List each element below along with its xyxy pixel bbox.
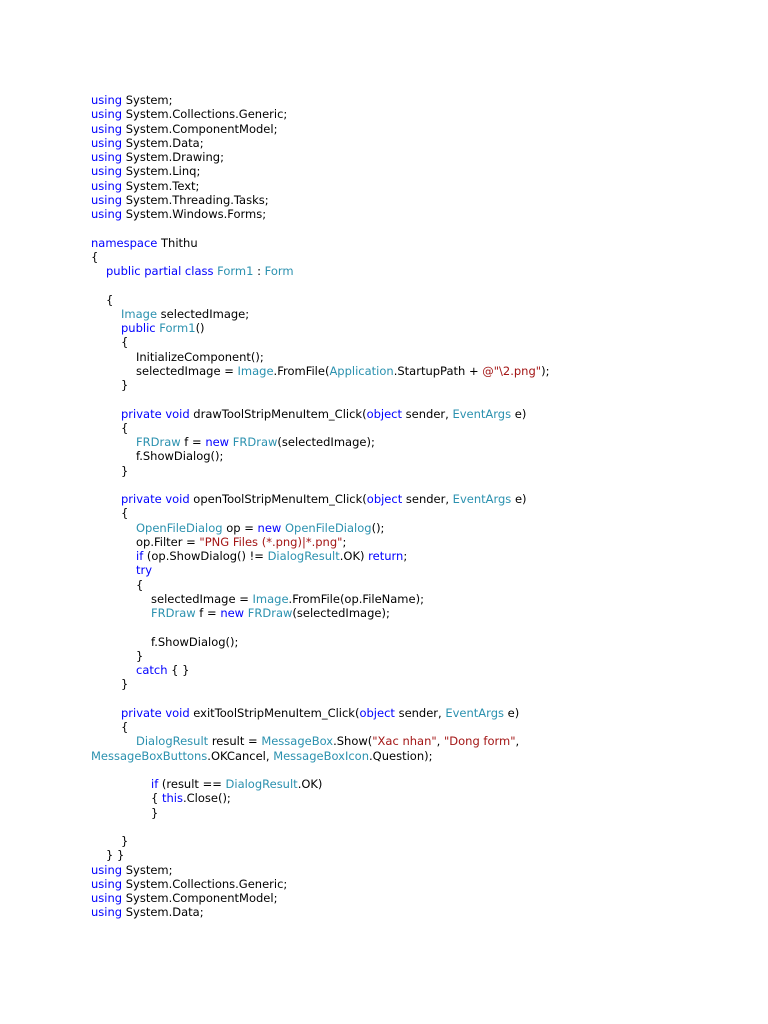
keyword-token: private void: [121, 492, 190, 506]
code-token: }: [121, 677, 129, 692]
code-token: selectedImage =: [151, 591, 253, 606]
keyword-token: using: [91, 876, 123, 891]
code-line: [91, 563, 741, 577]
code-line: [91, 806, 741, 820]
code-token: drawToolStripMenuItem_Click(: [189, 406, 367, 421]
blank-line: [91, 478, 741, 492]
code-line: [91, 107, 741, 121]
code-token: System.ComponentModel;: [122, 891, 278, 905]
keyword-token: using: [91, 93, 123, 107]
code-token: e): [504, 705, 520, 720]
code-line: [91, 606, 741, 620]
blank-line: [91, 392, 741, 406]
code-line: [91, 535, 741, 549]
code-token: { }: [167, 663, 190, 677]
code-token: {: [121, 720, 129, 734]
code-token: );: [541, 363, 550, 378]
code-token: sender,: [394, 705, 446, 720]
type-token: Form1: [159, 321, 196, 335]
code-token: System.Linq;: [122, 164, 201, 179]
code-token: f.ShowDialog();: [151, 634, 239, 649]
code-line: [91, 749, 741, 763]
code-token: f.ShowDialog();: [136, 449, 224, 464]
code-line: [91, 720, 741, 734]
type-token: Form1: [217, 264, 254, 278]
code-token: System;: [122, 93, 173, 107]
keyword-token: object: [366, 406, 403, 421]
code-line: [91, 136, 741, 150]
code-line: [91, 635, 741, 649]
code-line: [91, 834, 741, 848]
code-token: System;: [122, 862, 173, 877]
code-token: }: [136, 648, 144, 663]
code-line: [91, 905, 741, 919]
code-token: selectedImage =: [136, 363, 238, 378]
blank-line: [91, 620, 741, 634]
code-token: ();: [371, 520, 385, 535]
code-token: }: [151, 805, 159, 820]
code-token: (op.ShowDialog() !=: [143, 549, 268, 563]
code-token: {: [136, 577, 144, 592]
keyword-token: new: [220, 606, 245, 620]
type-token: FRDraw: [136, 435, 181, 449]
code-line: [91, 236, 741, 250]
code-line: [91, 506, 741, 520]
string-token: "Xac nhan": [372, 734, 437, 749]
type-token: EventArgs: [452, 406, 512, 421]
code-line: [91, 848, 741, 862]
type-token: FRDraw: [247, 606, 293, 620]
keyword-token: if: [151, 777, 159, 791]
keyword-token: using: [91, 150, 123, 164]
code-listing: [91, 93, 741, 920]
string-token: @"\2.png": [482, 363, 542, 378]
code-line: [91, 877, 741, 891]
keyword-token: if: [136, 549, 144, 563]
type-token: EventArgs: [452, 492, 512, 506]
code-token: .Show(: [333, 734, 373, 749]
keyword-token: return: [368, 549, 404, 563]
code-token: .Close();: [182, 791, 231, 806]
keyword-token: new: [205, 435, 230, 449]
code-line: [91, 492, 741, 506]
code-line: [91, 435, 741, 449]
type-token: FRDraw: [151, 606, 196, 620]
code-token: e): [511, 406, 527, 421]
type-token: Image: [252, 591, 289, 606]
code-line: [91, 407, 741, 421]
code-token: openToolStripMenuItem_Click(: [189, 492, 367, 506]
code-token: } }: [106, 848, 125, 863]
code-token: .OK): [297, 777, 323, 791]
code-token: .OK): [339, 549, 369, 563]
code-token: }: [121, 463, 129, 478]
type-token: OpenFileDialog: [284, 520, 372, 535]
code-line: [91, 464, 741, 478]
code-line: [91, 378, 741, 392]
code-token: InitializeComponent();: [136, 349, 264, 364]
keyword-token: using: [91, 207, 123, 221]
code-line: [91, 863, 741, 877]
keyword-token: new: [257, 520, 282, 535]
keyword-token: namespace: [91, 235, 158, 250]
code-token: (result ==: [158, 777, 226, 791]
code-token: ,: [436, 734, 444, 749]
keyword-token: using: [91, 891, 123, 905]
code-token: System.Threading.Tasks;: [122, 192, 269, 207]
code-line: [91, 706, 741, 720]
type-token: Image: [121, 306, 158, 321]
code-token: .FromFile(op.FileName);: [288, 591, 424, 606]
string-token: "Dong form": [443, 734, 516, 749]
code-token: System.Text;: [122, 178, 200, 193]
type-token: OpenFileDialog: [136, 520, 223, 535]
code-line: [91, 207, 741, 221]
keyword-token: using: [91, 192, 123, 207]
type-token: FRDraw: [232, 435, 278, 449]
type-token: Form: [264, 264, 294, 278]
keyword-token: object: [359, 705, 395, 720]
code-token: selectedImage;: [157, 306, 250, 321]
code-token: op.Filter =: [136, 534, 200, 549]
code-line: [91, 364, 741, 378]
keyword-token: object: [366, 492, 403, 506]
code-token: .OKCancel,: [207, 748, 274, 763]
code-token: .Question);: [369, 748, 433, 763]
code-line: [91, 293, 741, 307]
code-token: System.Data;: [122, 135, 204, 150]
code-token: f =: [195, 606, 221, 620]
keyword-token: private void: [121, 705, 190, 720]
keyword-token: using: [91, 178, 123, 193]
blank-line: [91, 221, 741, 235]
type-token: MessageBoxIcon: [273, 748, 370, 763]
blank-line: [91, 763, 741, 777]
code-token: System.Drawing;: [122, 150, 224, 164]
type-token: EventArgs: [445, 705, 504, 720]
code-token: {: [121, 506, 129, 521]
code-line: [91, 663, 741, 677]
keyword-token: private void: [121, 406, 190, 421]
code-token: ;: [342, 534, 347, 549]
code-token: System.Collections.Generic;: [122, 876, 288, 891]
code-token: :: [253, 264, 265, 278]
keyword-token: using: [91, 164, 123, 179]
code-token: sender,: [402, 492, 453, 506]
code-token: .StartupPath +: [393, 363, 483, 378]
code-token: op =: [222, 520, 258, 535]
code-line: [91, 321, 741, 335]
code-token: (selectedImage);: [277, 435, 375, 449]
code-line: [91, 449, 741, 463]
blank-line: [91, 278, 741, 292]
code-line: [91, 649, 741, 663]
code-line: [91, 150, 741, 164]
type-token: DialogResult: [136, 734, 209, 749]
code-token: {: [151, 791, 162, 806]
code-line: [91, 592, 741, 606]
code-token: {: [91, 249, 99, 264]
code-line: [91, 578, 741, 592]
keyword-token: this: [161, 791, 183, 806]
code-token: {: [121, 335, 129, 350]
type-token: DialogResult: [267, 549, 340, 563]
code-line: [91, 521, 741, 535]
code-token: exitToolStripMenuItem_Click(: [189, 705, 360, 720]
code-line: [91, 335, 741, 349]
code-token: {: [106, 292, 114, 307]
code-line: [91, 350, 741, 364]
blank-line: [91, 820, 741, 834]
code-token: System.ComponentModel;: [122, 121, 278, 136]
code-token: System.Data;: [122, 905, 204, 920]
type-token: Image: [237, 363, 274, 378]
keyword-token: using: [91, 107, 123, 122]
code-line: [91, 549, 741, 563]
string-token: "PNG Files (*.png)|*.png": [199, 534, 343, 549]
code-line: [91, 164, 741, 178]
code-line: [91, 264, 741, 278]
code-token: System.Windows.Forms;: [122, 207, 267, 221]
keyword-token: using: [91, 121, 123, 136]
code-line: [91, 122, 741, 136]
code-line: [91, 421, 741, 435]
code-line: [91, 193, 741, 207]
keyword-token: catch: [136, 663, 168, 677]
keyword-token: try: [136, 563, 153, 578]
code-line: [91, 791, 741, 805]
blank-line: [91, 692, 741, 706]
code-token: (selectedImage);: [292, 606, 390, 620]
keyword-token: using: [91, 905, 123, 920]
code-line: [91, 179, 741, 193]
type-token: MessageBox: [261, 734, 334, 749]
code-token: (): [195, 321, 205, 335]
keyword-token: using: [91, 862, 123, 877]
keyword-token: using: [91, 135, 123, 150]
code-token: e): [511, 492, 527, 506]
code-token: .FromFile(: [273, 363, 330, 378]
type-token: MessageBoxButtons: [91, 748, 208, 763]
code-line: [91, 777, 741, 791]
code-line: [91, 891, 741, 905]
code-token: f =: [180, 435, 206, 449]
code-line: [91, 307, 741, 321]
keyword-token: public: [121, 321, 156, 335]
code-token: Thithu: [157, 235, 198, 250]
code-token: System.Collections.Generic;: [122, 107, 288, 122]
type-token: Application: [329, 363, 394, 378]
code-line: [91, 93, 741, 107]
code-token: }: [121, 834, 129, 848]
code-token: result =: [208, 734, 262, 749]
code-line: [91, 734, 741, 748]
code-line: [91, 250, 741, 264]
code-token: {: [121, 420, 129, 435]
type-token: DialogResult: [225, 777, 298, 791]
code-token: sender,: [402, 406, 453, 421]
code-line: [91, 677, 741, 691]
code-token: ;: [403, 549, 408, 563]
code-token: }: [121, 378, 129, 392]
code-token: ,: [515, 734, 520, 749]
keyword-token: public partial class: [106, 264, 214, 278]
